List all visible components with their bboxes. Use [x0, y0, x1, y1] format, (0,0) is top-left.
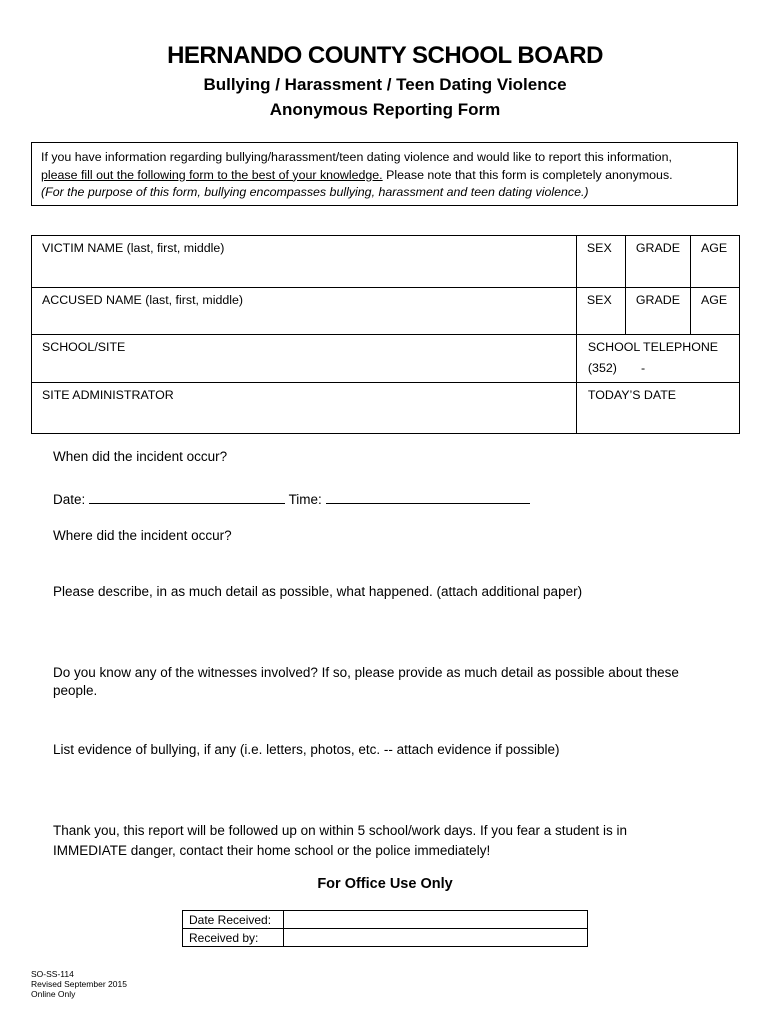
school-site-label: SCHOOL/SITE: [42, 340, 126, 354]
thank-you-line-1: Thank you, this report will be followed up on within 5 school/work days. If you fear a student is in: [53, 823, 628, 838]
intro-line-2: [41, 167, 728, 185]
time-input-line[interactable]: [326, 489, 530, 504]
school-telephone-field[interactable]: [576, 335, 739, 383]
victim-grade-field[interactable]: [625, 236, 690, 288]
received-by-label: Received by:: [183, 929, 284, 947]
date-received-field[interactable]: [284, 911, 588, 929]
age-label: AGE: [701, 293, 728, 307]
victim-name-label: VICTIM NAME (last, first, middle): [42, 241, 225, 255]
date-label: Date:: [53, 492, 86, 507]
page-title: HERNANDO COUNTY SCHOOL BOARD: [167, 42, 603, 69]
intro-line-1: If you have information regarding bullying/harassment/teen dating violence and would like to report this information,: [41, 150, 672, 164]
online-only-note: Online Only: [31, 989, 76, 999]
age-label: AGE: [701, 241, 728, 255]
todays-date-label: TODAY’S DATE: [587, 388, 677, 402]
witnesses-line-1: Do you know any of the witnesses involved? If so, please provide as much detail as possible about these: [53, 665, 679, 680]
victim-sex-field[interactable]: [576, 236, 625, 288]
witnesses-question: [53, 664, 679, 700]
when-question: When did the incident occur?: [53, 449, 228, 464]
intro-box: [31, 142, 738, 206]
site-administrator-label: SITE ADMINISTRATOR: [42, 388, 174, 402]
time-label: Time:: [288, 492, 322, 507]
grade-label: GRADE: [635, 241, 680, 255]
victim-name-field[interactable]: [32, 236, 577, 288]
accused-name-label: ACCUSED NAME (last, first, middle): [42, 293, 244, 307]
date-input-line[interactable]: [89, 489, 285, 504]
intro-underlined-text: please fill out the following form to the best of your knowledge.: [41, 167, 383, 182]
victim-age-field[interactable]: [691, 236, 740, 288]
form-subtitle: Bullying / Harassment / Teen Dating Violence: [203, 75, 567, 94]
form-subtitle-2: Anonymous Reporting Form: [269, 100, 501, 119]
todays-date-field[interactable]: [576, 383, 739, 434]
describe-question: Please describe, in as much detail as possible, what happened. (attach additional paper): [53, 584, 583, 599]
sex-label: SEX: [586, 241, 612, 255]
sex-label: SEX: [586, 293, 612, 307]
accused-name-field[interactable]: [32, 288, 577, 335]
accused-sex-field[interactable]: [576, 288, 625, 335]
phone-prefix: (352) -: [587, 361, 646, 375]
evidence-question: List evidence of bullying, if any (i.e. letters, photos, etc. -- attach evidence if possible): [53, 742, 560, 757]
witnesses-line-2: people.: [53, 683, 98, 698]
form-footer: [31, 969, 127, 999]
student-info-table: [31, 235, 740, 434]
office-use-table: [182, 910, 588, 947]
received-by-field[interactable]: [284, 929, 588, 947]
accused-age-field[interactable]: [691, 288, 740, 335]
thank-you-note: [53, 821, 627, 861]
revision-date: Revised September 2015: [31, 979, 127, 989]
thank-you-line-2: IMMEDIATE danger, contact their home school or the police immediately!: [53, 843, 491, 858]
intro-anonymous-note: Please note that this form is completely anonymous.: [382, 167, 673, 182]
date-time-row: [53, 489, 530, 507]
grade-label: GRADE: [635, 293, 680, 307]
where-question: Where did the incident occur?: [53, 528, 232, 543]
school-telephone-label: SCHOOL TELEPHONE: [587, 340, 719, 354]
school-site-field[interactable]: [32, 335, 577, 383]
date-received-label: Date Received:: [183, 911, 284, 929]
form-code: SO-SS-114: [31, 969, 74, 979]
accused-grade-field[interactable]: [625, 288, 690, 335]
intro-line-3: (For the purpose of this form, bullying encompasses bullying, harassment and teen dating violence.): [41, 185, 589, 199]
site-administrator-field[interactable]: [32, 383, 577, 434]
office-use-title: For Office Use Only: [317, 876, 453, 892]
